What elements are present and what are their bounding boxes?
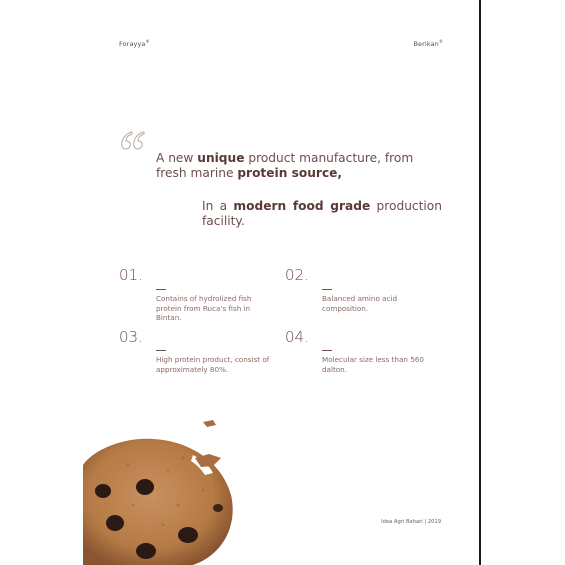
brand-left: Forayya® <box>119 39 150 49</box>
quote-mark-icon <box>121 122 147 158</box>
feature-divider <box>322 289 332 290</box>
brand-right: Berikan® <box>413 39 443 49</box>
feature-number: 04. <box>285 328 309 346</box>
feature-divider <box>322 350 332 351</box>
cookie-crumb <box>203 420 216 427</box>
feature-divider <box>156 350 166 351</box>
feature-text: Balanced amino acid composition. <box>322 294 398 313</box>
document-page <box>83 0 481 565</box>
feature-number: 03. <box>119 328 143 346</box>
cookie-image <box>83 395 263 565</box>
chocolate-chip <box>95 484 111 498</box>
feature-number: 02. <box>285 266 309 284</box>
footer-credit: Idea Agri Bahari | 2019 <box>381 519 441 525</box>
chocolate-chip <box>106 515 124 531</box>
chocolate-chip <box>178 527 198 543</box>
feature-number: 01. <box>119 266 143 284</box>
feature-divider <box>156 289 166 290</box>
sub-statement: In a modern food grade production facility. <box>202 199 442 228</box>
chocolate-chip <box>136 543 156 559</box>
feature-text: High protein product, consist of approximately 80%. <box>156 355 270 374</box>
chocolate-chip <box>213 504 223 512</box>
chocolate-chip <box>136 479 154 495</box>
headline-quote: A new unique product manufacture, from fresh marine protein source, <box>156 151 414 180</box>
feature-text: Contains of hydrolized fish protein from Ruca's fish in Bintan. <box>156 294 252 322</box>
feature-text: Molecular size less than 560 dalton. <box>322 355 424 374</box>
